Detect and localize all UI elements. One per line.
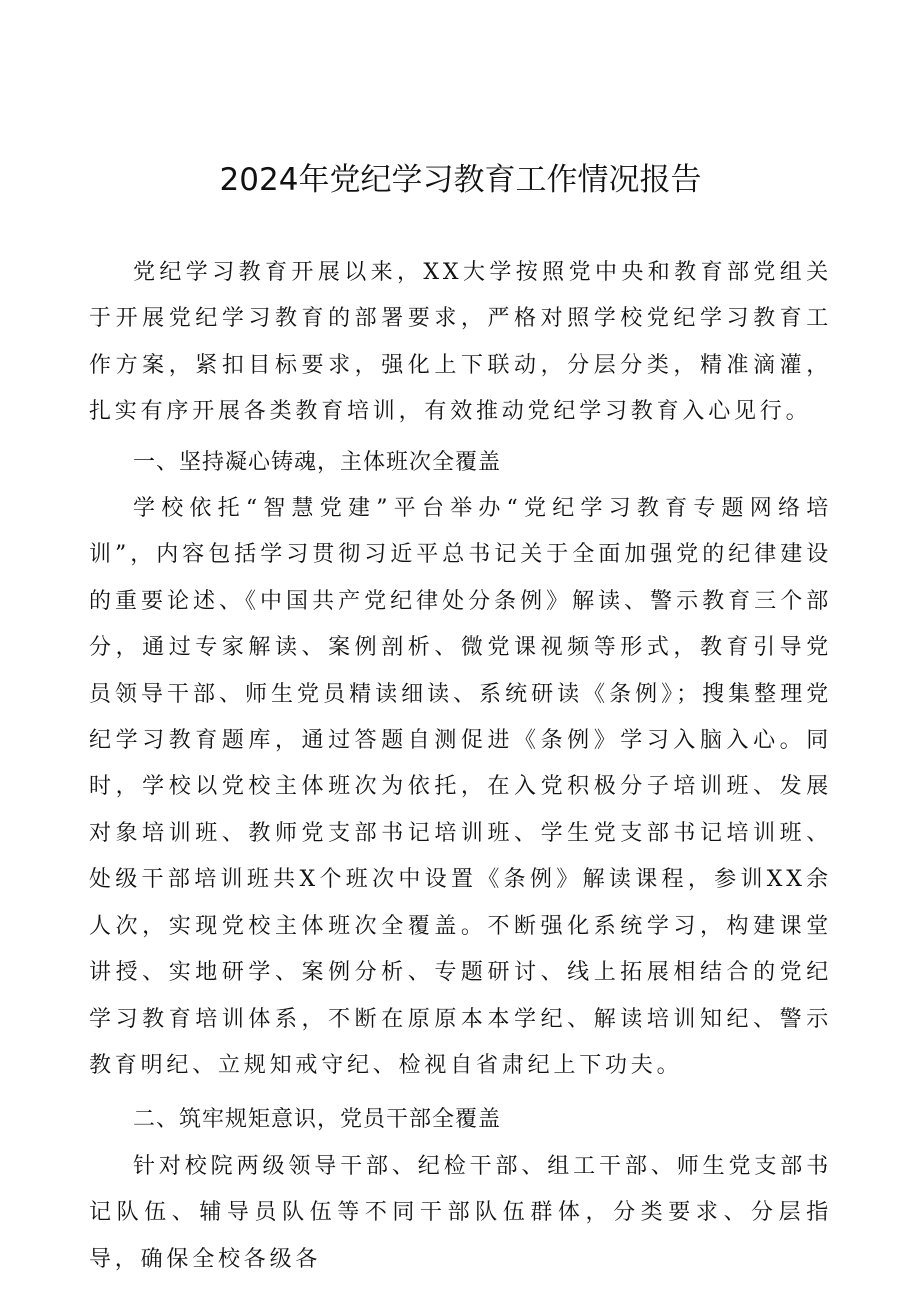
section-paragraph-2: 针对校院两级领导干部、纪检干部、组工干部、师生党支部书记队伍、辅导员队伍等不同干部队伍群体，分类要求、分层指导，确保全校各级各 (89, 1153, 832, 1272)
section-heading-2: 二、筑牢规矩意识，党员干部全覆盖 (133, 1107, 502, 1133)
section-paragraph-1: 学校依托“智慧党建”平台举办“党纪学习教育专题网络培训”，内容包括学习贯彻习近平总书记关于全面加强党的纪律建设的重要论述、《中国共产党纪律处分条例》解读、警示教育三个部分，通过专家解读、案例剖析、微党课视频等形式，教育引导党员领导干部、师生党员精读细读、系统研读《条例》；搜集整理党纪学习教育题库，通过答题自测促进《条例》学习入脑入心。同时，学校以党校主体班次为依托，在入党积极分子培训班、发展对象培训班、教师党支部书记培训班、学生党支部书记培训班、处级干部培训班共X个班次中设置《条例》解读课程，参训XX余人次，实现党校主体班次全覆盖。不断强化系统学习，构建课堂讲授、实地研学、案例分析、专题研讨、线上拓展相结合的党纪学习教育培训体系，不断在原原本本学纪、解读培训知纪、警示教育明纪、立规知戒守纪、检视自省肃纪上下功夫。 (89, 496, 832, 1078)
intro-paragraph: 党纪学习教育开展以来，XX大学按照党中央和教育部党组关于开展党纪学习教育的部署要求，严格对照学校党纪学习教育工作方案，紧扣目标要求，强化上下联动，分层分类，精准滴灌，扎实有序开展各类教育培训，有效推动党纪学习教育入心见行。 (89, 260, 832, 425)
section-heading-1: 一、坚持凝心铸魂，主体班次全覆盖 (133, 449, 502, 475)
document-title: 2024年党纪学习教育工作情况报告 (219, 162, 702, 198)
